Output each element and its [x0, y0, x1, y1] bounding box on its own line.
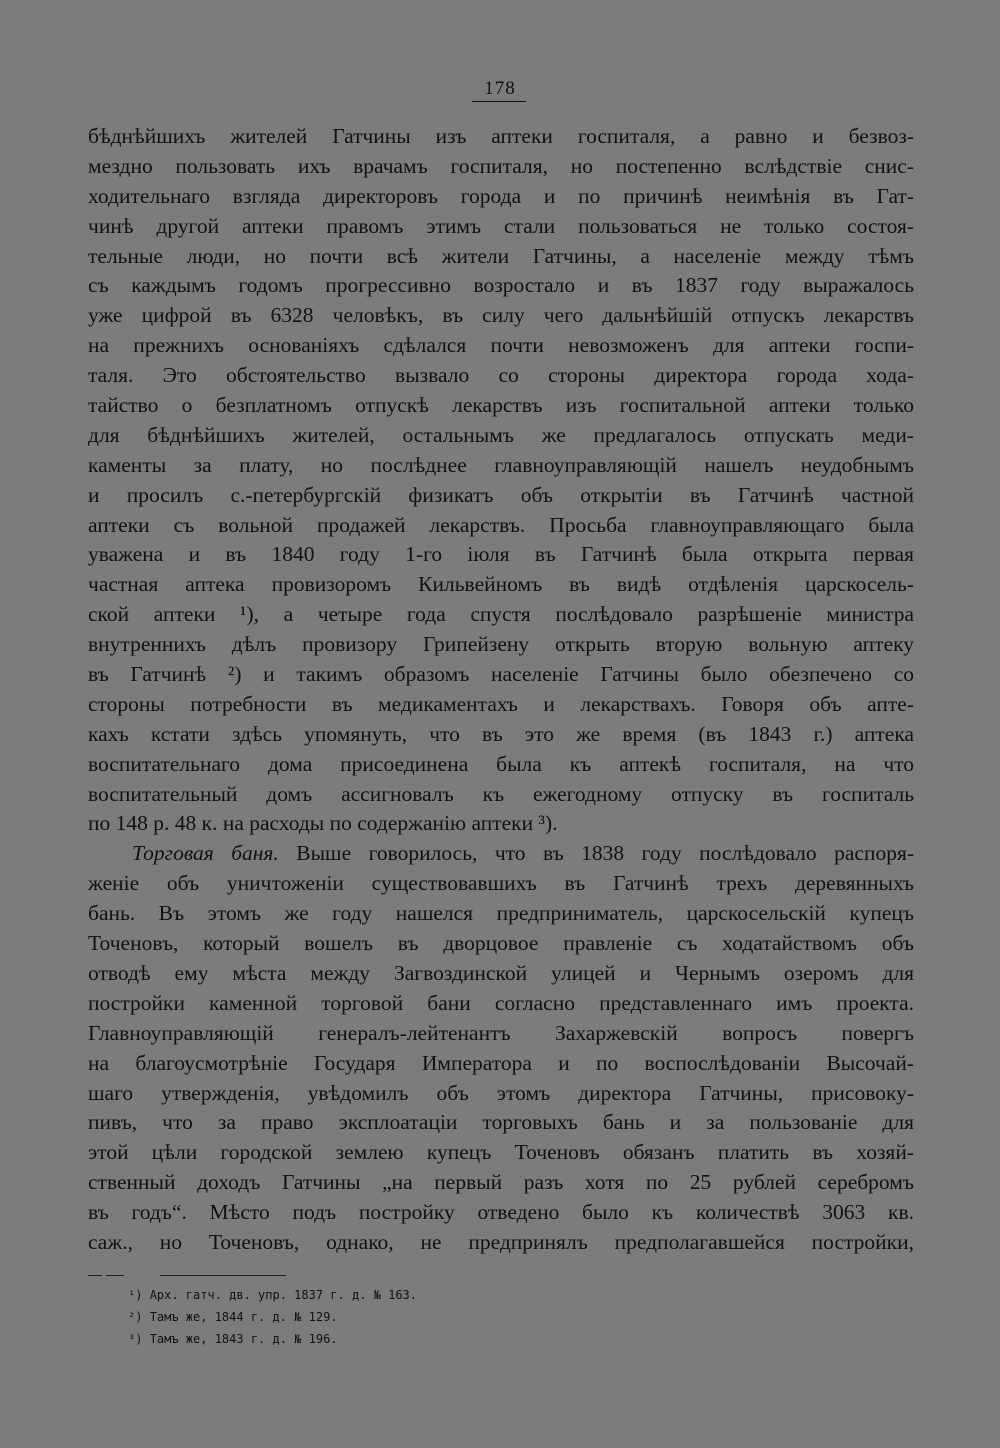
footnote-text: Тамъ же, 1844 г. д. № 129. — [149, 1310, 338, 1324]
text-line: уже цифрой въ 6328 человѣкъ, въ силу чего дальнѣйшій отпускъ лекарствъ — [88, 303, 914, 328]
text-line: уважена и въ 1840 году 1-го іюля въ Гатчинѣ была открыта первая — [88, 542, 914, 567]
text-line-fragment: Выше говорилось, что въ 1838 году послѣдовало распоря- — [296, 841, 914, 866]
text-line: частная аптека провизоромъ Кильвейномъ въ видѣ отдѣленія царскосель- — [88, 572, 914, 597]
text-line: таля. Это обстоятельство вызвало со стороны директора города хода- — [88, 363, 914, 388]
footnote-3 — [128, 1328, 728, 1350]
footnotes — [128, 1284, 728, 1350]
text-line: мездно пользовать ихъ врачамъ госпиталя, но постепенно вслѣдствіе снис- — [88, 153, 914, 178]
text-line: для бѣднѣйшихъ жителей, остальнымъ же предлагалось отпускать меди- — [88, 422, 914, 447]
text-line: каменты за плату, но послѣднее главноуправляющій нашелъ неудобнымъ — [88, 452, 914, 477]
body-text — [88, 122, 914, 1258]
text-line: въ Гатчинѣ ²) и такимъ образомъ населеніе Гатчины было обезпечено со — [88, 662, 914, 687]
text-line: бѣднѣйшихъ жителей Гатчины изъ аптеки госпиталя, а равно и безвоз- — [88, 124, 914, 148]
paragraph-start-line — [88, 839, 914, 869]
text-line: этой цѣли городской землею купецъ Точеновъ обязанъ платить въ хозяй- — [88, 1140, 914, 1165]
text-line: Точеновъ, который вошелъ въ дворцовое правленіе съ ходатайствомъ объ — [88, 931, 914, 956]
text-line: тайство о безплатномъ отпускѣ лекарствъ изъ госпитальной аптеки только — [88, 393, 914, 418]
text-line: отводѣ ему мѣста между Загвоздинской улицей и Чернымъ озеромъ для — [88, 960, 914, 985]
footnote-2 — [128, 1306, 728, 1328]
text-line: внутреннихъ дѣлъ провизору Грипейзену открыть вторую вольную аптеку — [88, 632, 914, 657]
text-line: шаго утвержденія, увѣдомилъ объ этомъ директора Гатчины, присовоку- — [88, 1080, 914, 1105]
footnote-separator — [88, 1275, 102, 1276]
footnote-separator — [106, 1275, 124, 1276]
footnote-text: Тамъ же, 1843 г. д. № 196. — [149, 1332, 338, 1346]
text-line: чинѣ другой аптеки правомъ этимъ стали пользоваться не только состоя- — [88, 213, 914, 238]
text-line: пивъ, что за право эксплоатаціи торговыхъ бань и за пользованіе для — [88, 1110, 914, 1135]
text-line: ской аптеки ¹), а четыре года спустя послѣдовало разрѣшеніе министра — [88, 602, 914, 627]
footnote-mark: ³) — [128, 1332, 143, 1346]
footnote-mark: ²) — [128, 1310, 143, 1324]
text-line: кахъ кстати здѣсь упомянуть, что въ это же время (въ 1843 г.) аптека — [88, 721, 914, 746]
text-line: на благоусмотрѣніе Государя Императора и по воспослѣдованіи Высочай- — [88, 1050, 914, 1075]
footnote-1 — [128, 1284, 728, 1306]
page-number: 178 — [484, 78, 516, 99]
text-line: стороны потребности въ медикаментахъ и лекарствахъ. Говоря объ апте- — [88, 691, 914, 716]
footnote-mark: ¹) — [128, 1288, 143, 1302]
text-line: ходительнаго взгляда директоровъ города и по причинѣ неимѣнія въ Гат- — [88, 183, 914, 208]
text-line: постройки каменной торговой бани согласно представленнаго имъ проекта. — [88, 990, 914, 1015]
footnote-text: Арх. гатч. дв. упр. 1837 г. д. № 163. — [149, 1288, 417, 1302]
text-line: саж., но Точеновъ, однако, не предпринялъ предполагавшейся постройки, — [88, 1229, 914, 1254]
text-line: воспитательнаго дома присоединена была къ аптекѣ госпиталя, на что — [88, 751, 914, 776]
text-line: на прежнихъ основаніяхъ сдѣлался почти невозможенъ для аптеки госпи- — [88, 333, 914, 358]
text-line: съ каждымъ годомъ прогрессивно возростало и въ 1837 году выражалось — [88, 273, 914, 298]
text-line: аптеки съ вольной продажей лекарствъ. Просьба главноуправляющаго была — [88, 512, 914, 537]
section-heading: Торговая баня. — [132, 841, 279, 866]
footnote-separator — [160, 1275, 286, 1276]
text-line: тельные люди, но почти всѣ жители Гатчины, а населеніе между тѣмъ — [88, 243, 914, 268]
text-line: ственный доходъ Гатчины „на первый разъ хотя по 25 рублей серебромъ — [88, 1170, 914, 1195]
text-line: женіе объ уничтоженіи существовавшихъ въ Гатчинѣ трехъ деревянныхъ — [88, 871, 914, 896]
text-line: и просилъ с.-петербургскій физикатъ объ открытіи въ Гатчинѣ частной — [88, 482, 914, 507]
text-line: бань. Въ этомъ же году нашелся предприниматель, царскосельскій купецъ — [88, 901, 914, 926]
text-line: Главноуправляющій генералъ-лейтенантъ Захаржевскій вопросъ повергъ — [88, 1020, 914, 1045]
text-line: воспитательный домъ ассигновалъ къ ежегодному отпуску въ госпиталь — [88, 781, 914, 806]
page-number-underline — [472, 101, 526, 102]
text-line: въ годъ“. Мѣсто подъ постройку отведено было къ количествѣ 3063 кв. — [88, 1200, 914, 1225]
text-line: по 148 р. 48 к. на расходы по содержанію аптеки ³). — [88, 811, 558, 836]
